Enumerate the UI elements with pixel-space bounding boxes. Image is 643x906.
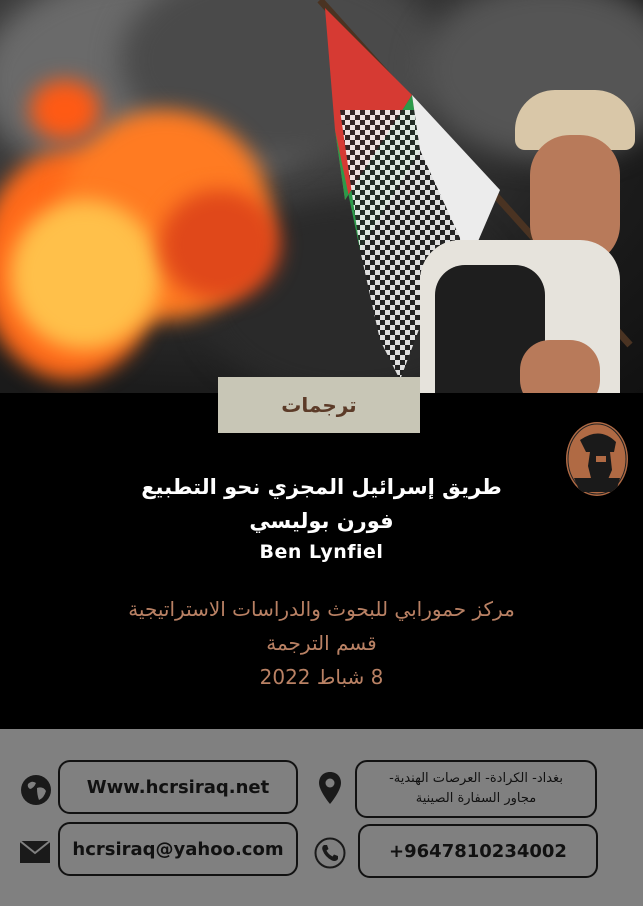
mail-icon (20, 841, 50, 863)
email-field[interactable]: hcrsiraq@yahoo.com (58, 822, 298, 876)
publication-date: 8 شباط 2022 (259, 665, 384, 689)
address-field (355, 760, 597, 818)
location-pin-icon (318, 771, 342, 805)
address-line-1: بغداد- الكرادة- العرصات الهندية- (389, 771, 563, 786)
category-label: ترجمات (218, 377, 420, 433)
organization-name: مركز حمورابي للبحوث والدراسات الاستراتيجية (128, 597, 515, 621)
phone-field[interactable]: +9647810234002 (358, 824, 598, 878)
phone-icon (314, 837, 346, 869)
author-english: Ben Lynfiel (259, 541, 384, 563)
website-field[interactable]: Www.hcrsiraq.net (58, 760, 298, 814)
document-title: طريق إسرائيل المجزي نحو التطبيع (141, 475, 502, 499)
man-figure (400, 90, 643, 393)
address-line-2: مجاور السفارة الصينية (415, 791, 537, 806)
department-name: قسم الترجمة (266, 631, 377, 655)
contact-footer (0, 729, 643, 906)
author-arabic: فورن بوليسي (249, 509, 394, 533)
globe-icon (20, 774, 52, 806)
hero-photo (0, 0, 643, 393)
